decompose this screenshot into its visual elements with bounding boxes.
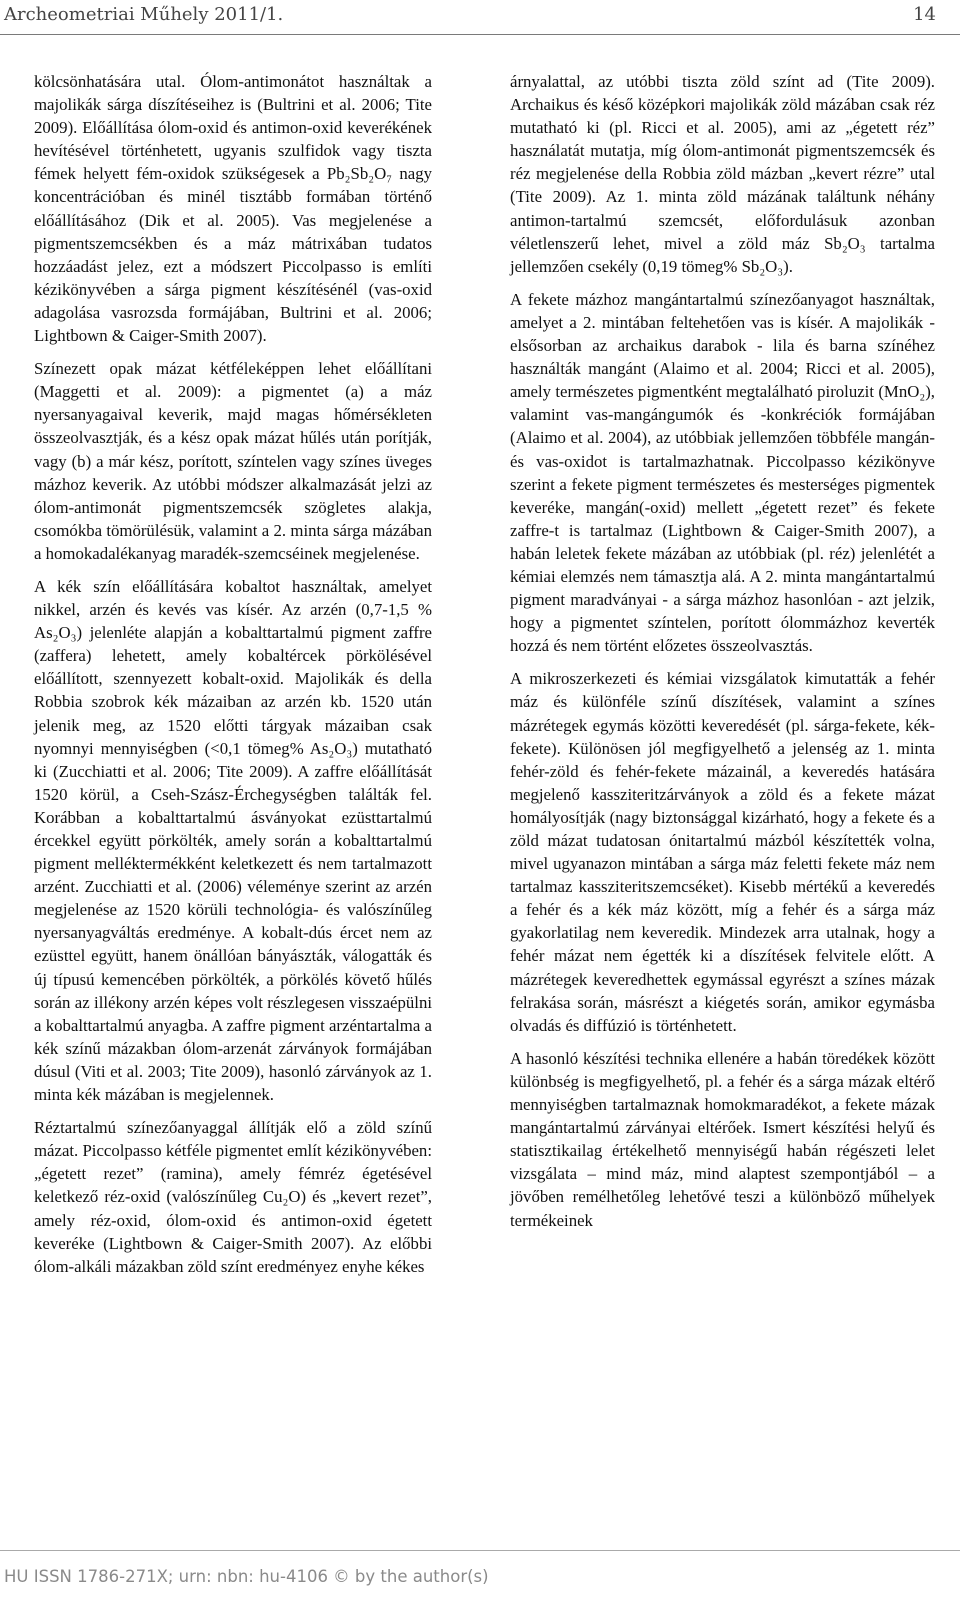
left-column [34, 70, 432, 1278]
page-footer [0, 1550, 960, 1605]
journal-title: Archeometriai Műhely 2011/1. [4, 4, 284, 25]
paragraph: kölcsönhatására utal. Ólom-antimonátot használtak a majolikák sárga díszítéseihez is (Bultrini et al. 2006; Tite 2009). Előállítása ólom-oxid és antimon-oxid keverékének hevítésével történhetett, ugyanis szulfidok vagy tiszta fémek helyett fém-oxidok szükségesek a Pb₂Sb₂O₇ nagy koncentrációban és minél tisztább formában történő előállításához (Dik et al. 2005). Vas megjelenése a pigmentszemcsékben és a máz mátrixában tudatos hozzáadást jelez, ezt a módszert Piccolpasso is említi kézikönyvében a sárga pigment készítésénél (vas-oxid adagolása vasrozsda formájában, Bultrini et al. 2006; Lightbown & Caiger-Smith 2007). [34, 72, 432, 346]
issn-copyright: HU ISSN 1786-271X; urn: nbn: hu-4106 © by the author(s) [4, 1567, 489, 1586]
page-number: 14 [913, 4, 936, 25]
right-column [510, 70, 935, 1232]
paragraph: Réztartalmú színezőanyaggal állítják elő a zöld színű mázat. Piccolpasso kétféle pigmentet említ kézikönyvében: „égetett rezet” (ramina), amely fémréz égetésével keletkező réz-oxid (valószínűleg Cu₂O) és „kevert rezet”, amely réz-oxid, ólom-oxid és antimon-oxid égetett keveréke (Lightbown & Caiger-Smith 2007). Az előbbi ólom-alkáli mázakban zöld színt eredményez enyhe kékes [34, 1118, 432, 1276]
paragraph: árnyalattal, az utóbbi tiszta zöld színt ad (Tite 2009). Archaikus és késő középkori majolikák zöld mázában csak réz mutatható ki (pl. Ricci et al. 2005), ami az „égetett réz” használatát mutatja, míg ólom-antimonát pigmentszemcsék és réz megjelenése della Robbia zöld mázban „kevert rézre” utal (Tite 2009). Az 1. minta zöld mázának találtunk néhány antimon-tartalmú szemcsét, előfordulásuk azonban véletlenszerű lehet, mivel a zöld máz Sb₂O₃ tartalma jellemzően csekély (0,19 tömeg% Sb₂O₃). [510, 72, 935, 276]
paragraph: A kék szín előállítására kobaltot használtak, amelyet nikkel, arzén és kevés vas kísér. Az arzén (0,7-1,5 % As₂O₃) jelenléte alapján a kobalttartalmú pigment zaffre (zaffera) lehetett, amely kobaltércek pörkölésével előállított, szennyezett kobalt-oxid. Majolikák és della Robbia szobrok kék mázaiban az arzén kb. 1520 után jelenik meg, az 1520 előtti tárgyak mázaiban csak nyomnyi mennyiségben (<0,1 tömeg% As₂O₃) mutatható ki (Zucchiatti et al. 2006; Tite 2009). A zaffre előállítását 1520 körül, a Cseh-Szász-Érchegységben találták fel. Korábban a kobalttartalmú ásványokat ezüsttartalmú ércekkel együtt pörkölték, amely során a kobalttartalmú pigment melléktermékként keletkezett és nem tartalmazott arzént. Zucchiatti et al. (2006) véleménye szerint az arzén megjelenése az 1520 körüli technológia- és valószínűleg nyersanyagváltás eredménye. A kobalt-dús ércet nem az ezüsttel együtt, hanem önállóan bányászták, válogatták és új típusú kemencében pörkölték, a pörkölés követő hűlés során az illékony arzén képes volt részlegesen visszaépülni a kobalttartalmú anyagba. A zaffre pigment arzéntartalma a kék színű mázakban ólom-arzenát zárványok formájában dúsul (Viti et al. 2003; Tite 2009), hasonló zárványok az 1. minta kék mázában is megjelennek. [34, 576, 432, 1105]
paragraph: A fekete mázhoz mangántartalmú színezőanyagot használtak, amelyet a 2. mintában feltehetően vas is kísér. A majolikák - elsősorban az archaikus darabok - lila és barna színéhez használták mangánt (Alaimo et al. 2004; Ricci et al. 2005), amely természetes pigmentként megtalálható piroluzit (MnO₂), valamint vas-mangángumók és -konkréciók formájában (Alaimo et al. 2004), az utóbbiak jellemzően többféle mangán- és vas-oxidot is tartalmazhatnak. Piccolpasso kézikönyve szerint a fekete pigment természetes és mesterséges pigmentek keveréke, mangán(-oxid) mellett „égetett rezet” és fekete zaffre-t is tartalmaz (Lightbown & Caiger-Smith 2007), a habán leletek fekete mázában az utóbbiak (pl. réz) jelenlétét a kémiai elemzés nem támasztja alá. A 2. minta mangántartalmú pigment maradványai - a sárga mázhoz hasonlóan - azt jelzik, hogy a pigmentet színtelen, porított ólommázhoz keverték hozzá és nem történt előzetes összeolvasztás. [510, 289, 935, 656]
paragraph: Színezett opak mázat kétféleképpen lehet előállítani (Maggetti et al. 2009): a pigmentet (a) a máz nyersanyagaival keverik, majd magas hőmérsékleten összeolvasztják, és a kész opak mázat hűlés után porítják, vagy (b) a már kész, porított, színtelen vagy színes üveges mázhoz keverik. Az utóbbi módszer alkalmazását jelzi az ólom-antimonát pigmentszemcsék szögletes alakja, csomókba tömörülésük, valamint a 2. minta sárga mázában a homokadalékanyag maradék-szemcséinek megjelenése. [34, 359, 432, 563]
page-header [0, 0, 960, 35]
paragraph: A mikroszerkezeti és kémiai vizsgálatok kimutatták a fehér máz és különféle színű díszítések, valamint a színes mázrétegek egymás közötti keveredését (pl. sárga-fekete, kék-fekete). Különösen jól megfigyelhető a jelenség az 1. minta fehér-zöld és fehér-fekete mázainál, a keveredés hatására megjelenő kassziteritzárványok a zöld és a fekete mázat homályosítják (nagy biztonsággal kizárható, hogy a fekete és a zöld mázat tudatosan ónitartalmú mázból készítették volna, mivel ugyanazon mintában a sárga máz feletti fekete máz nem tartalmaz kassziteritszemcséket). Kisebb mértékű a keveredés a fehér és a kék máz között, míg a fehér és a sárga máz gyakorlatilag nem keveredik. Mindezek arra utalnak, hogy a fehér mázat nem égették ki a díszítések felvitele előtt. A mázrétegek keveredhettek egymással egyrészt a színes mázak felrakása során, másrészt a kiégetés során, amikor egymásba olvadás és diffúzió is történhetett. [510, 669, 935, 1035]
paragraph: A hasonló készítési technika ellenére a habán töredékek között különbség is megfigyelhető, pl. a fehér és a sárga mázak eltérő mennyiségben tartalmaznak homokmaradékot, a fekete mázak mangántartalmú zárványai eltérőek. Ismert készítési helyű és statisztikailag értékelhető mennyiségű habán régészeti lelet vizsgálata – mind máz, mind alaptest szempontjából – a jövőben remélhetőleg lehetővé teszi a különböző műhelyek termékeinek [510, 1048, 935, 1230]
